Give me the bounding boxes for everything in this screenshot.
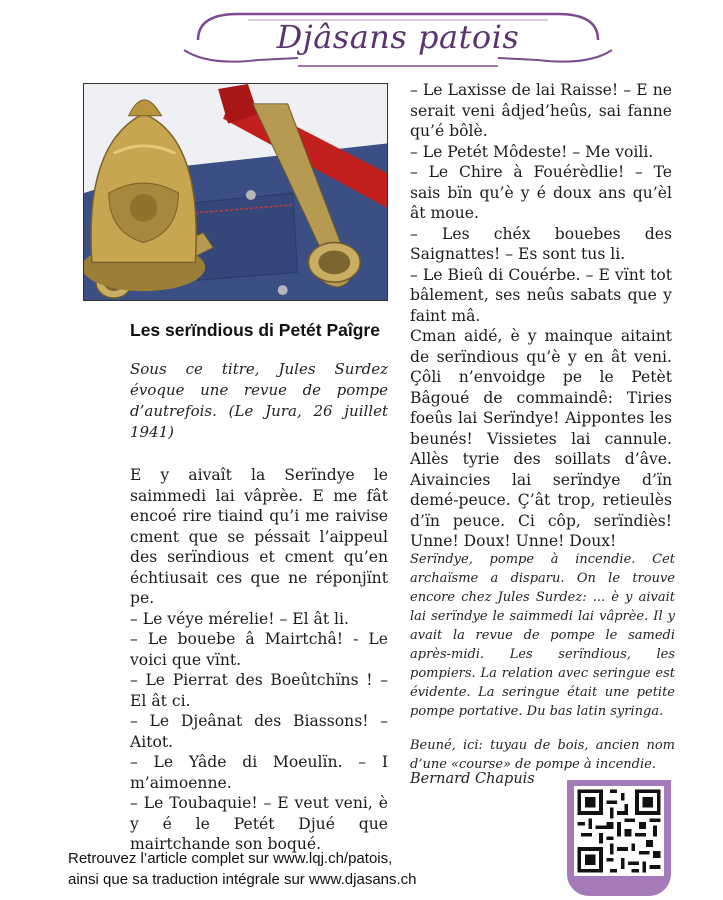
roll-call-line: – Le Pierrat des Boeûtchïns ! – El ât ci. xyxy=(130,671,388,710)
body-paragraph: E y aivaît la Serïndye le saimmedi lai vâprèe. E me fât encoé rire tiaind qu’i me raivise cment que se péssait l’aippeul des serïndious et cment qu’en échtiusait ces que ne réponjïnt pe. xyxy=(130,466,388,607)
right-column xyxy=(410,80,672,552)
article-photo xyxy=(83,83,388,301)
roll-call-line: – Le véye mérelie! – El ât li. xyxy=(130,609,349,628)
roll-call-line: – Le bouebe â Mairtchâ! - Le voici que vïnt. xyxy=(130,630,388,669)
body-paragraph: Cman aidé, è y mainque aitaint de serïndious qu’è y en ât veni. Çôli n’envoidge pe le Petèt Bâgoué de commaindê: Tiries foeûs lai Serïndye! Aippontes les beunés! Vissietes lai cannule. Allès tyrie des soillats d’âve. Aivaincies lai serïndye d’ïn demé-peuce. Ç’ât trop, retieulès d’ïn peuce. Ci côp, serïndiès! Unne! Doux! Unne! Doux! xyxy=(410,327,672,550)
article-intro: Sous ce titre, Jules Surdez évoque une revue de pompe d’autrefois. (Le Jura, 26 juillet 1941) xyxy=(130,360,388,441)
author-name: Bernard Chapuis xyxy=(410,771,535,787)
footer-note xyxy=(68,848,548,890)
footer-line-translation-link: ainsi que sa traduction intégrale sur www.djasans.ch xyxy=(68,871,417,888)
roll-call-line: – Le Bieû di Couérbe. – E vïnt tot bâlement, ses neûs sabats que y faint mâ. xyxy=(410,265,672,325)
qr-code-icon xyxy=(574,786,664,876)
roll-call-line: – Le Laxisse de lai Raisse! – E ne serait veni âdjed’heûs, sai fanne qu’é bôlè. xyxy=(410,81,672,140)
roll-call-line: – Les chéx bouebes des Saignattes! – Es sont tus li. xyxy=(410,224,672,263)
qr-badge xyxy=(567,780,671,896)
firefighter-equipment-illustration xyxy=(84,84,387,300)
glossary-note: Beuné, ici: tuyau de bois, ancien nom d’une «course» de pompe à incendie. xyxy=(410,738,675,772)
footer-line-article-link: Retrouvez l’article complet sur www.lqj.ch/patois, xyxy=(68,850,393,867)
article-title: Les serïndious di Petét Paîgre xyxy=(130,320,380,340)
roll-call-line: – Le Yâde di Moeulïn. – I m’aimoenne. xyxy=(130,753,388,792)
roll-call-line: – Le Chire à Fouérèdlie! – Te sais bïn qu’è y é doux ans qu’èl ât moue. xyxy=(410,163,672,222)
qr-code[interactable] xyxy=(574,786,664,876)
roll-call-line: – Le Toubaquie! – E veut veni, è y é le Petét Djué que mairtchande son boqué. xyxy=(130,794,388,853)
left-column xyxy=(130,320,388,855)
roll-call-line: – Le Djeânat des Biassons! – Aitot. xyxy=(130,712,388,751)
page-header-title: Djâsans patois xyxy=(276,18,520,56)
roll-call-line: – Le Petét Môdeste! – Me voili. xyxy=(410,142,654,161)
glossary-note: Serïndye, pompe à incendie. Cet archaïsme a disparu. On le trouve encore chez Jules Surdez: ... è y aivait lai serïndye le saimmedi lai vâprèe. Il y avait la revue de pompe le samedi après-midi. Les serïndious, les pompiers. La relation avec seringue est évidente. La seringue était une petite pompe portative. Du bas latin syringa. xyxy=(410,552,675,719)
glossary-notes xyxy=(410,550,675,789)
article-body-left xyxy=(130,465,388,855)
header-banner xyxy=(178,6,618,72)
article-body-right xyxy=(410,80,672,552)
